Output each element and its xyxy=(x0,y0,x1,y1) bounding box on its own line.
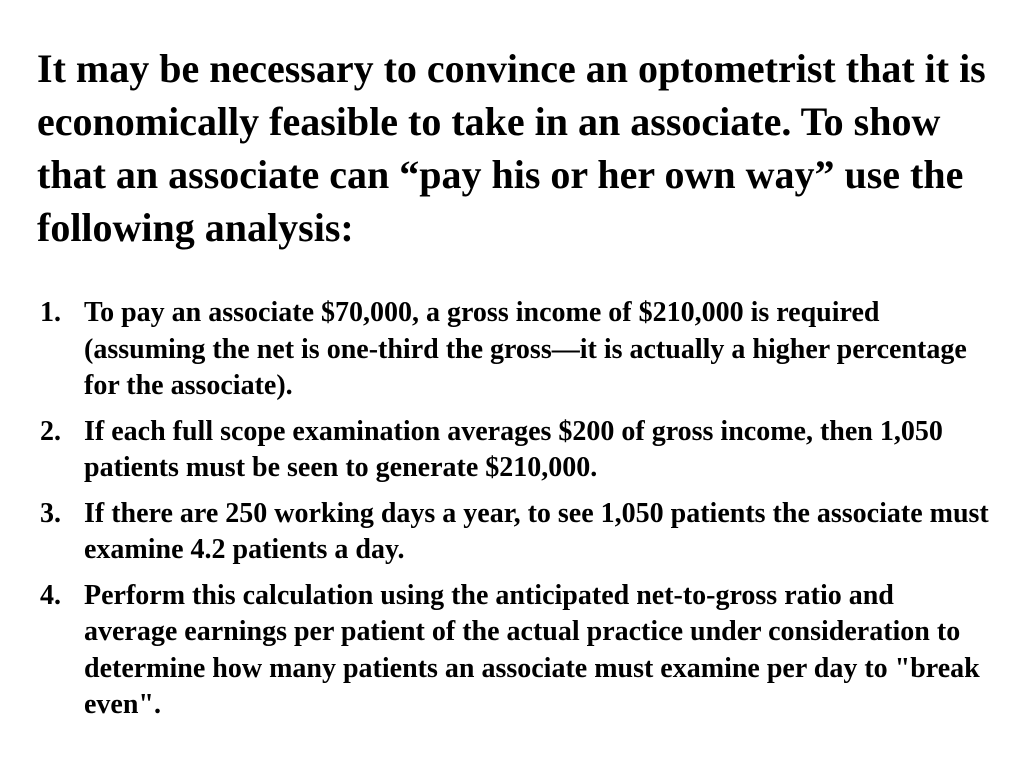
list-item-text: If each full scope examination averages $200 of gross income, then 1,050 patients must be seen to generate $210,000. xyxy=(84,415,943,483)
list-item xyxy=(40,496,990,569)
list-item xyxy=(40,295,990,405)
analysis-steps-list xyxy=(40,295,990,733)
list-item xyxy=(40,414,990,487)
list-item-number: 3. xyxy=(40,497,61,529)
list-item-number: 1. xyxy=(40,297,61,328)
list-item-number: 2. xyxy=(40,415,61,447)
list-item-text: If there are 250 working days a year, to see 1,050 patients the associate must examine 4.2 patients a day. xyxy=(84,497,989,565)
intro-paragraph: It may be necessary to convince an optometrist that it is economically feasible to take in an associate. To show that an associate can “pay his or her own way” use the following analysis: xyxy=(37,46,986,250)
list-item-number: 4. xyxy=(40,579,61,611)
list-item xyxy=(40,578,990,724)
list-item-text: Perform this calculation using the anticipated net-to-gross ratio and average earnings per patient of the actual practice under consideration to determine how many patients an associate must examine per day to "break even". xyxy=(84,579,980,720)
list-item-text: To pay an associate $70,000, a gross income of $210,000 is required (assuming the net is one-third the gross—it is actually a higher percentage for the associate). xyxy=(84,297,967,401)
